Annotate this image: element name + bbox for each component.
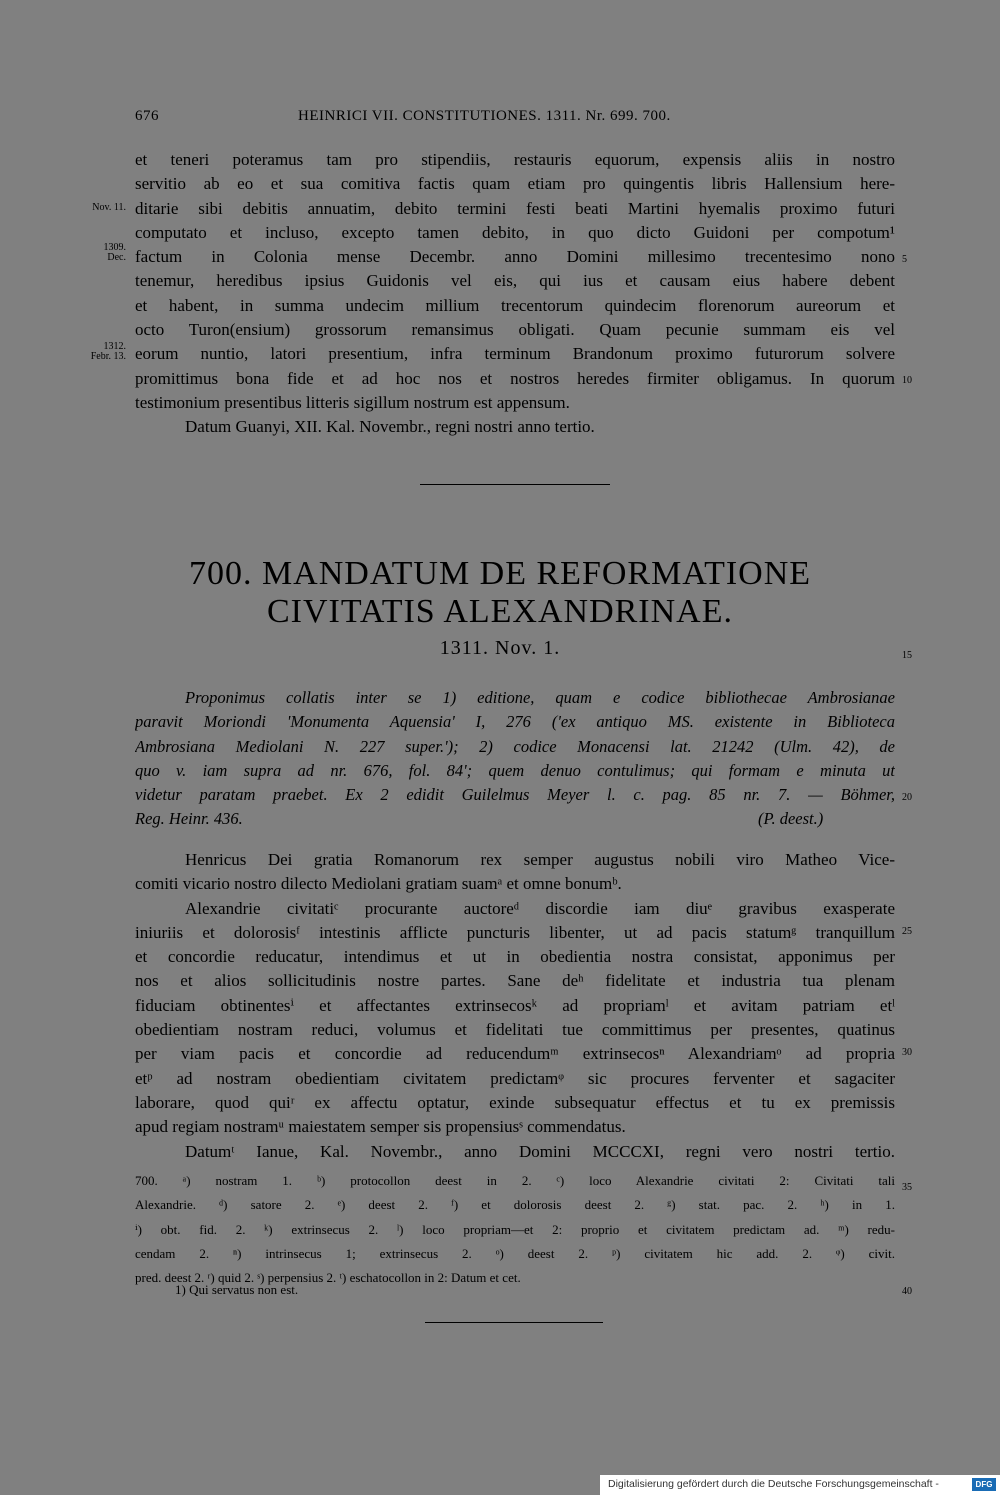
dating-clause: Datumᵗ Ianue, Kal. Novembr., anno Domini MCCCXI, regni vero nostri tertio. xyxy=(185,1141,895,1161)
line-number-30: 30 xyxy=(902,1047,912,1058)
text-line: eorum nuntio, latori presentium, infra terminum Brandonum proximo futurorum solvere xyxy=(135,344,895,364)
end-divider xyxy=(425,1322,603,1323)
margin-year: 1312. xyxy=(103,341,126,352)
running-title: HEINRICI VII. CONSTITUTIONES. 1311. Nr. 699. 700. xyxy=(298,108,671,124)
margin-date-1309 xyxy=(70,243,126,263)
text-line: fiduciam obtinentesⁱ et affectantes extrinsecosᵏ ad propriamˡ et avitam patriam etˡ xyxy=(135,995,895,1015)
section-divider xyxy=(420,484,610,485)
digitization-credit: Digitalisierung gefördert durch die Deutsche Forschungsgemeinschaft - xyxy=(608,1478,939,1490)
line-number-10: 10 xyxy=(902,375,912,386)
margin-date-1312 xyxy=(70,342,126,362)
page-number: 676 xyxy=(135,108,159,124)
footnote: 1) Qui servatus non est. xyxy=(175,1282,299,1297)
apparatus-line: 700. ᵃ) nostram 1. ᵇ) protocollon deest in 2. ᶜ) loco Alexandrie civitati 2: Civitati tali xyxy=(135,1173,895,1188)
intro-line: Proponimus collatis inter se 1) editione, quam e codice bibliothecae Ambrosianae xyxy=(185,688,895,707)
editorial-introduction xyxy=(135,686,895,832)
text-line: laborare, quod quiʳ ex affectu optatur, exinde subsequatur effectus et tu ex premissis xyxy=(135,1092,895,1112)
doc700-text xyxy=(135,848,895,1164)
text-line: et habent, in summa undecim millium trecentorum quindecim florenorum aureorum et xyxy=(135,295,895,315)
intro-line: Reg. Heinr. 436. xyxy=(135,809,243,829)
text-line: apud regiam nostramᵘ maiestatem semper sis propensiusˢ commendatus. xyxy=(135,1117,626,1137)
text-line: computato et incluso, excepto tamen debito, in quo dicto Guidoni per compotum¹ xyxy=(135,222,895,242)
line-number-35: 35 xyxy=(902,1182,912,1193)
dfg-logo-icon: DFG xyxy=(972,1478,996,1491)
text-line: testimonium presentibus litteris sigillum nostrum est appensum. xyxy=(135,392,570,412)
critical-apparatus xyxy=(135,1170,895,1291)
document-title-line1: 700. MANDATUM DE REFORMATIONE xyxy=(188,555,812,592)
text-line: octo Turon(ensium) grossorum remansimus obligati. Quam pecunie summam eis vel xyxy=(135,320,895,340)
line-number-15: 15 xyxy=(902,650,912,661)
line-number-20: 20 xyxy=(902,792,912,803)
text-line: factum in Colonia mense Decembr. anno Domini millesimo trecentesimo nono xyxy=(135,247,895,267)
apparatus-line: Alexandrie. ᵈ) satore 2. ᵉ) deest 2. ᶠ) et dolorosis deest 2. ᵍ) stat. pac. 2. ʰ) in 1. xyxy=(135,1197,895,1213)
apparatus-line: cendam 2. ⁿ) intrinsecus 1; extrinsecus 2. ᵒ) deest 2. ᵖ) civitatem hic add. 2. ᵠ) civit. xyxy=(135,1245,895,1261)
digitization-credit-bar xyxy=(600,1475,1000,1495)
text-line: comiti vicario nostro dilecto Mediolani gratiam suamᵃ et omne bonumᵇ. xyxy=(135,874,622,894)
text-line: etᵖ ad nostram obedientiam civitatem predictamᵠ sic procures ferventer et sagaciter xyxy=(135,1068,895,1088)
text-line: Henricus Dei gratia Romanorum rex semper augustus nobili viro Matheo Vice- xyxy=(185,850,895,869)
intro-line: paravit Moriondi 'Monumenta Aquensia' I, 276 ('ex antiquo MS. existente in Biblioteca xyxy=(135,712,895,732)
document-title-line2: CIVITATIS ALEXANDRINAE. xyxy=(266,593,733,630)
intro-line-last xyxy=(135,807,895,831)
text-line: ditarie sibi debitis annuatim, debito termini festi beati Martini hyemalis proximo futuri xyxy=(135,198,895,218)
doc699-text xyxy=(135,148,895,440)
line-number-5: 5 xyxy=(902,254,907,265)
apparatus-line: ⁱ) obt. fid. 2. ᵏ) extrinsecus 2. ˡ) loco propriam—et 2: proprio et civitatem predictam ad. ᵐ) redu- xyxy=(135,1221,895,1237)
text-line: nos et alios sollicitudinis nostre partes. Sane deʰ fidelitate et industria tua plenam xyxy=(135,971,895,991)
intro-source-note: (P. deest.) xyxy=(758,809,824,829)
text-line: obedientiam nostram reduci, volumus et fidelitati tue committimus per presentes, quatinus xyxy=(135,1020,895,1040)
intro-line: videtur paratam praebet. Ex 2 edidit Guilelmus Meyer l. c. pag. 85 nr. 7. — Böhmer, xyxy=(135,785,895,805)
margin-month: Dec. xyxy=(107,252,126,263)
intro-line: quo v. iam supra ad nr. 676, fol. 84'; quem denuo contulimus; qui formam e minuta ut xyxy=(135,760,895,780)
margin-year: 1309. xyxy=(103,242,126,253)
text-line: et concordie reducatur, intendimus et ut in obedientia nostra consistat, apponimus per xyxy=(135,947,895,967)
text-line: promittimus bona fide et ad hoc nos et nostros heredes firmiter obligamus. In quorum xyxy=(135,368,895,388)
intro-line: Ambrosiana Mediolani N. 227 super.'); 2) codice Monacensi lat. 21242 (Ulm. 42), de xyxy=(135,736,895,756)
margin-date-nov11: Nov. 11. xyxy=(92,202,126,213)
text-line: Alexandrie civitatiᶜ procurante auctoreᵈ discordie iam diuᵉ gravibus exasperate xyxy=(185,898,895,918)
line-number-40: 40 xyxy=(902,1286,912,1297)
document-date: 1311. Nov. 1. xyxy=(439,637,561,659)
text-line: tenemur, heredibus ipsius Guidonis vel eis, qui ius et causam eius habere debent xyxy=(135,271,895,291)
apparatus-line: pred. deest 2. ʳ) quid 2. ˢ) perpensius 2. ᵗ) eschatocollon in 2: Datum et cet. xyxy=(135,1270,521,1286)
text-line: iniuriis et dolorosisᶠ intestinis afflicte puncturis libenter, ut ad pacis statumᵍ tranquillum xyxy=(135,922,895,942)
text-line: servitio ab eo et sua comitiva factis quam etiam pro quingentis libris Hallensium here- xyxy=(135,174,895,194)
dating-clause: Datum Guanyi, XII. Kal. Novembr., regni nostri anno tertio. xyxy=(185,417,595,437)
text-line: per viam pacis et concordie ad reducendumᵐ extrinsecosⁿ Alexandriamᵒ ad propria xyxy=(135,1044,895,1064)
text-line: et teneri poteramus tam pro stipendiis, restauris equorum, expensis aliis in nostro xyxy=(135,150,895,169)
line-number-25: 25 xyxy=(902,926,912,937)
margin-month: Febr. 13. xyxy=(90,351,126,362)
